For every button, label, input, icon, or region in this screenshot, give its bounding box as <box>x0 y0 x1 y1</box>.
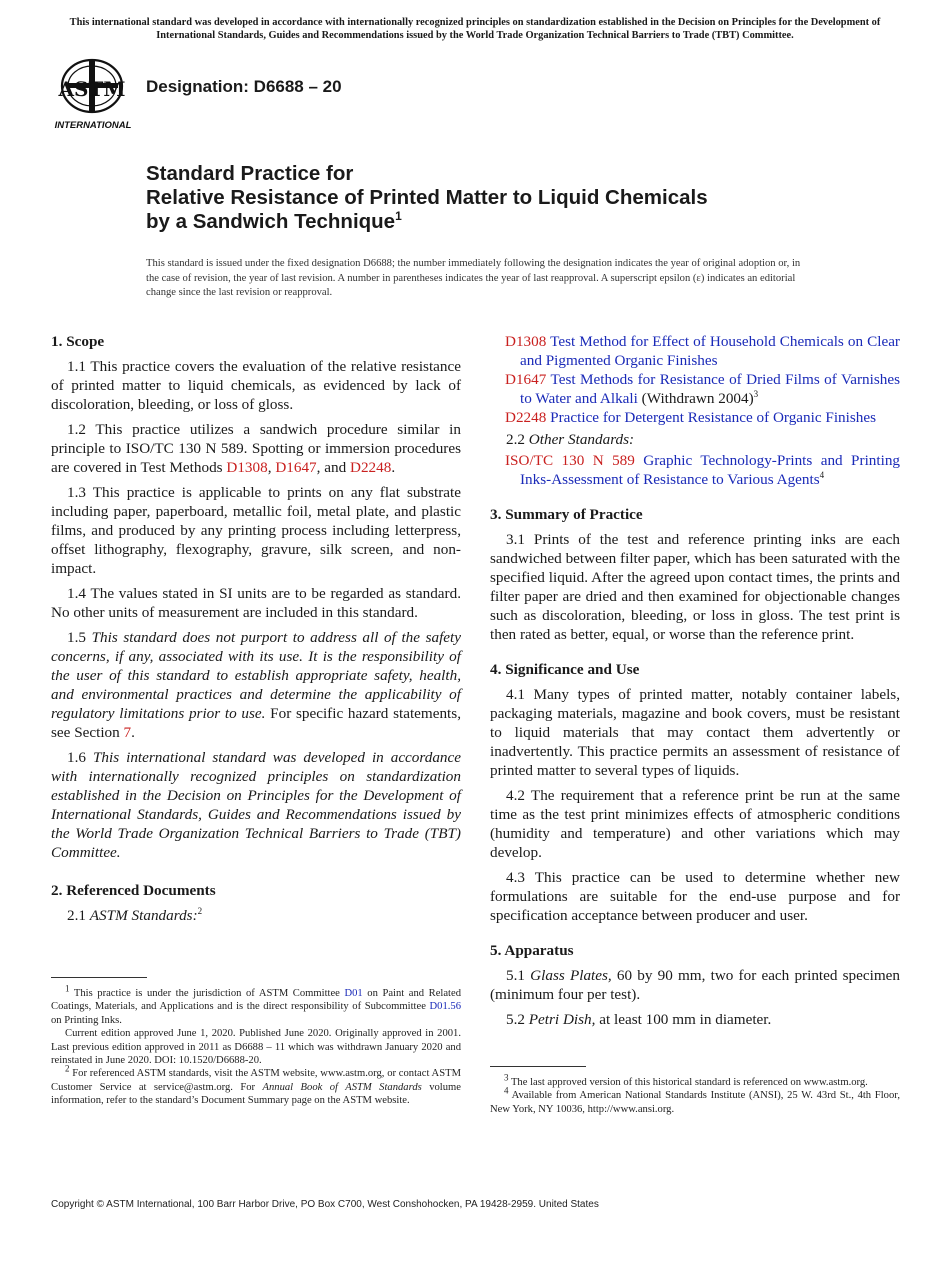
section-heading-scope: 1. Scope <box>51 333 105 350</box>
section-heading-referenced-documents: 2. Referenced Documents <box>51 882 216 899</box>
footnote-mark-2[interactable]: 2 <box>197 905 203 916</box>
ref-link-d1308[interactable]: D1308 <box>226 459 268 476</box>
footnotes-right <box>490 1072 900 1116</box>
para-3-1: 3.1 Prints of the test and reference printing inks are each sandwiched between filter paper, which has been saturated with the specified liquid. After the agreed upon contact times, the prints and filter paper are dried and then examined for objectionable changes such as discoloration, bleeding, or loss in gloss. The test print is then rated as better, equal, or worse than the reference print. <box>490 531 900 643</box>
title-footnote-mark[interactable]: 1 <box>395 209 402 224</box>
title-line-1: Standard Practice for <box>146 162 354 185</box>
para-1-3: 1.3 This practice is applicable to prints on any flat substrate including paper, paperboard, metallic foil, metal plate, and plastic films, and produced by any printing process including letterpress, offset lithography, flexography, gravure, silk screen, and non-impact. <box>51 484 461 577</box>
svg-text:ASTM: ASTM <box>58 77 126 101</box>
footnote-mark-3[interactable]: 3 <box>753 388 759 399</box>
svg-text:INTERNATIONAL: INTERNATIONAL <box>54 120 132 131</box>
para-2-2: 2.2 Other Standards: <box>506 431 635 448</box>
ref-code[interactable]: ISO/TC 130 N 589 <box>505 452 635 469</box>
para-4-2: 4.2 The requirement that a reference print be run at the same time as the test print minimizes effects of atmospheric conditions (humidity and temperature) and other variations which may develop. <box>490 787 900 861</box>
para-4-1: 4.1 Many types of printed matter, notably container labels, packaging materials, magazine and book covers, must be resistant to liquid materials that may contact them advertently or inadvertently. This practice permits an assessment of resistance of printed matter to several types of liquids. <box>490 686 900 779</box>
committee-link[interactable]: D01 <box>344 988 363 999</box>
page-title <box>146 162 866 234</box>
para-1-2: 1.2 This practice utilizes a sandwich procedure similar in principle to ISO/TC 130 N 589. Spotting or immersion procedures are covered in Test Methods D1308, D1647, and D2248. <box>51 421 461 476</box>
standard-note: This standard is issued under the fixed designation D6688; the number immediately following the designation indicates the year of original adoption or, in the case of revision, the year of last revision. A number in parentheses indicates the year of last reapproval. A superscript epsilon (ε) indicates an editorial change since the last revision or reapproval. <box>146 258 801 298</box>
section-heading-significance: 4. Significance and Use <box>490 661 640 678</box>
section-heading-summary: 3. Summary of Practice <box>490 506 643 523</box>
footnote-2: $^2$ For referenced ASTM standards, visit the ASTM website, www.astm.org, or contact ASTM Customer Service at service@astm.org. For Annual Book of ASTM Standards volume information, refer to the standard’s Document Summary page on the ASTM website. <box>51 1063 461 1107</box>
footnote-mark-4[interactable]: 4 <box>819 469 825 480</box>
ref-title-link[interactable]: Test Methods for Resistance of Dried Films of Varnishes to Water and Alkali <box>520 371 900 407</box>
para-4-3: 4.3 This practice can be used to determine whether new formulations are suitable for the end-use purpose and for specification acceptance between producer and user. <box>490 869 900 924</box>
ref-title-link[interactable]: Graphic Technology-Prints and Printing Inks-Assessment of Resistance to Various Agents <box>520 452 901 488</box>
tbt-notice: This international standard was developed in accordance with internationally recognized principles on standardization established in the Decision on Principles for the Development of International Standards, Guides and Recommendations issued by the World Trade Organization Technical Barriers to Trade (TBT) Committee. <box>69 17 881 41</box>
ref-link-d1647[interactable]: D1647 <box>275 459 317 476</box>
astm-logo-icon <box>52 56 134 132</box>
ref-code[interactable]: D1308 <box>505 333 547 350</box>
para-5-2: 5.2 Petri Dish, at least 100 mm in diameter. <box>506 1011 772 1028</box>
section-7-link[interactable]: 7 <box>123 724 132 741</box>
para-1-5: 1.5 This standard does not purport to address all of the safety concerns, if any, associated with its use. It is the responsibility of the user of this standard to establish appropriate safety, health, and environmental practices and determine the applicability of regulatory limitations prior to use. For specific hazard statements, see Section 7. <box>51 629 462 741</box>
astm-logo <box>52 56 134 132</box>
title-line-3: by a Sandwich Technique$^1$ <box>146 209 402 233</box>
para-1-4: 1.4 The values stated in SI units are to be regarded as standard. No other units of measurement are included in this standard. <box>51 585 461 621</box>
footnote-divider <box>490 1066 586 1067</box>
designation: Designation: D6688 – 20 <box>146 77 342 96</box>
footnote-divider <box>51 977 147 978</box>
copyright-footer: Copyright © ASTM International, 100 Barr Harbor Drive, PO Box C700, West Conshohocken, PA 19428-2959. United States <box>51 1199 599 1210</box>
ref-title-link[interactable]: Practice for Detergent Resistance of Organic Finishes <box>550 409 877 426</box>
footnote-1-edition: Current edition approved June 1, 2020. Published June 2020. Originally approved in 2001. Last previous edition approved in 2011 as D6688 – 11 which was withdrawn January 2020 and reinstated in June 2020. DOI: 10.1520/D6688-20. <box>51 1028 461 1067</box>
ref-entry-iso <box>490 451 900 489</box>
footnote-3: $^3$ The last approved version of this historical standard is referenced on www.astm.org. <box>504 1072 868 1088</box>
para-1-1: 1.1 This practice covers the evaluation of the relative resistance of printed matter to liquid chemicals, as evidenced by lack of discoloration, bleeding, or loss of gloss. <box>51 358 461 413</box>
para-1-6: 1.6 This international standard was developed in accordance with internationally recognized principles on standardization established in the Decision on Principles for the Development of International Standards, Guides and Recommendations issued by the World Trade Organization Technical Barriers to Trade (TBT) Committee. <box>51 749 462 861</box>
title-line-2: Relative Resistance of Printed Matter to Liquid Chemicals <box>146 186 708 209</box>
ref-entry-d2248 <box>490 408 900 427</box>
left-column <box>51 332 461 927</box>
section-heading-apparatus: 5. Apparatus <box>490 942 574 959</box>
ref-code[interactable]: D2248 <box>505 409 547 426</box>
ref-entry-d1647: D1647 Test Methods for Resistance of Dried Films of Varnishes to Water and Alkali (Withdrawn 2004)$^3$ <box>505 371 900 407</box>
ref-title-link[interactable]: Test Method for Effect of Household Chemicals on Clear and Pigmented Organic Finishes <box>520 333 900 369</box>
footnotes-left <box>51 983 462 1108</box>
footnote-1: $^1$ This practice is under the jurisdiction of ASTM Committee D01 on Paint and Related Coatings, Materials, and Applications and is the direct responsibility of Subcommittee D01.56 on Printing Inks. <box>51 983 462 1026</box>
right-column <box>490 332 900 1035</box>
para-5-1: 5.1 Glass Plates, 60 by 90 mm, two for each printed specimen (minimum four per test). <box>490 967 900 1003</box>
footnote-4: $^4$ Available from American National Standards Institute (ANSI), 25 W. 43rd St., 4th Floor, New York, NY 10036, http://www.ansi.org. <box>490 1085 900 1115</box>
para-2-1: 2.1 ASTM Standards:$^2$ <box>67 905 203 924</box>
ref-link-d2248[interactable]: D2248 <box>349 459 392 476</box>
subcommittee-link[interactable]: D01.56 <box>429 1001 461 1013</box>
ref-entry-d1308 <box>490 332 900 370</box>
ref-code[interactable]: D1647 <box>505 371 547 388</box>
